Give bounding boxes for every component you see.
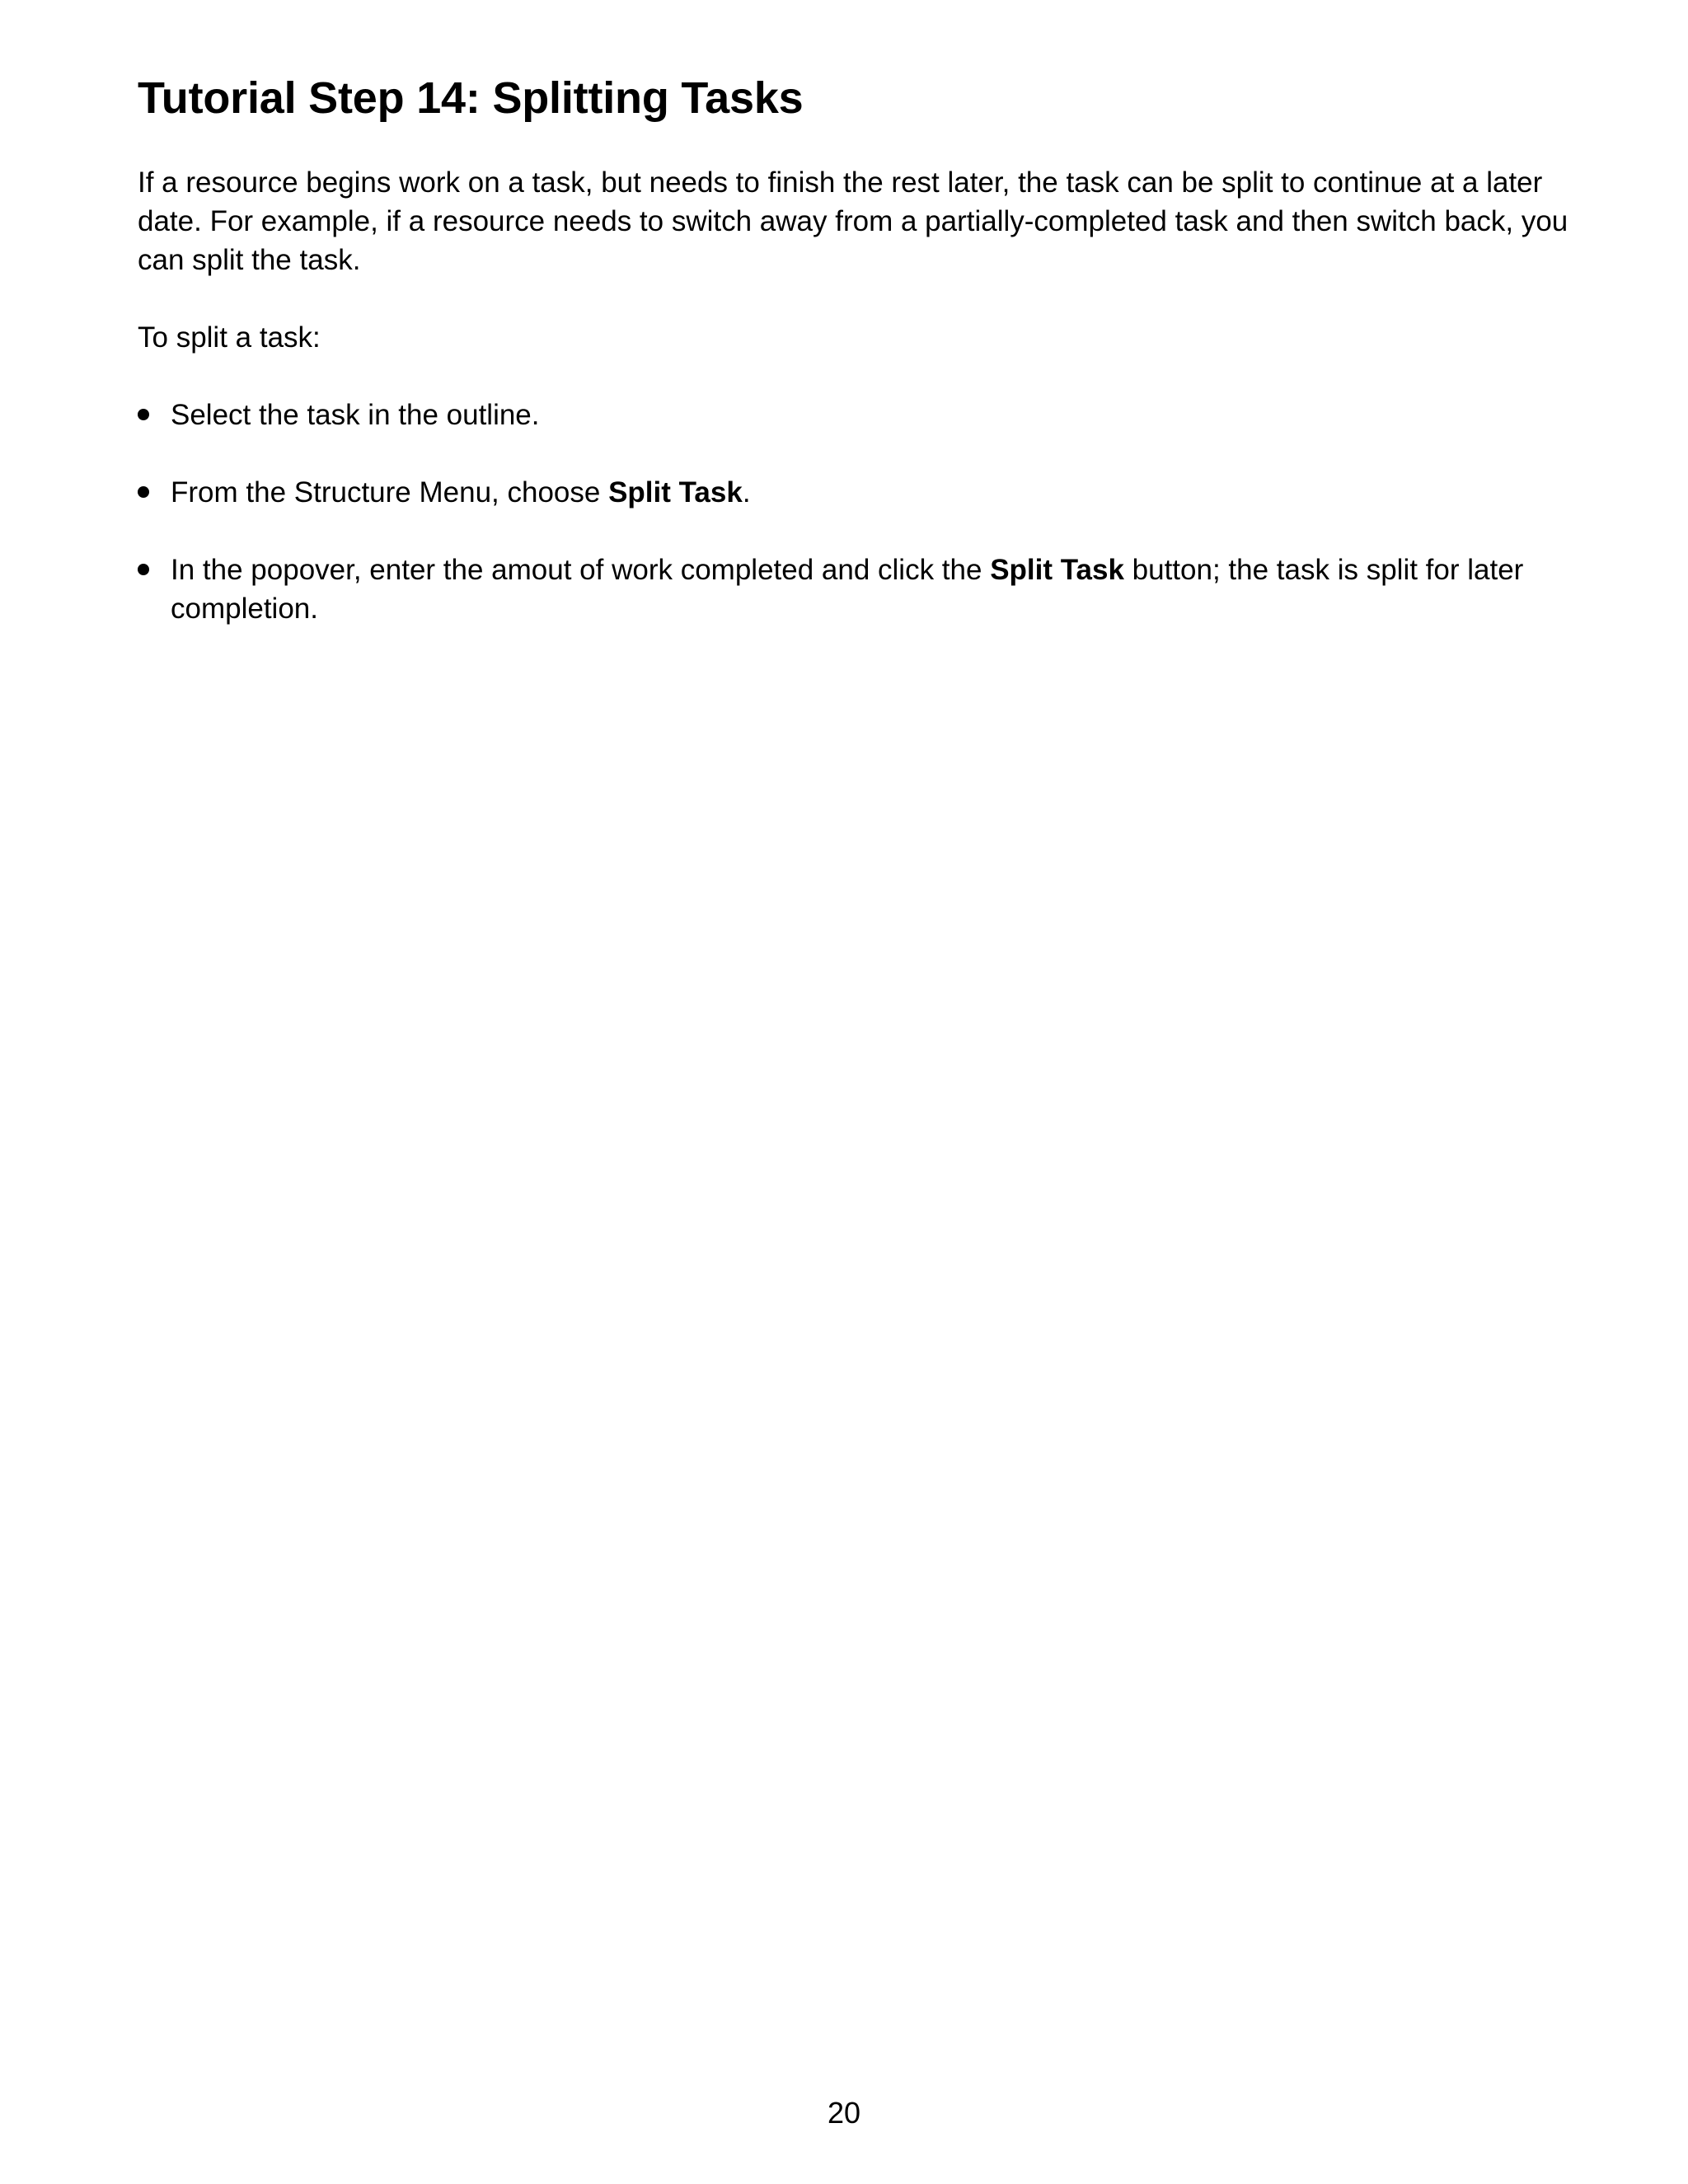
bullet-icon	[138, 564, 149, 575]
step-text-before: In the popover, enter the amout of work completed and click the	[171, 554, 991, 586]
step-bold-term: Split Task	[608, 476, 743, 509]
bullet-icon	[138, 486, 149, 498]
step-text-before: From the Structure Menu, choose	[171, 476, 609, 509]
step-bold-term: Split Task	[990, 554, 1124, 586]
intro-paragraph: If a resource begins work on a task, but needs to finish the rest later, the task can be split to continue at a later date. For example, if a resource needs to switch away from a partially-completed task and then switch back, you can split the task.	[138, 166, 1568, 276]
list-item	[138, 396, 1576, 434]
page-title: Tutorial Step 14: Splitting Tasks	[138, 73, 804, 123]
list-item	[138, 473, 1576, 512]
step-text-after: button; the task is split for later completion.	[171, 554, 1524, 625]
page-number: 20	[827, 2096, 861, 2130]
step-text-after: .	[742, 476, 751, 509]
lead-paragraph: To split a task:	[138, 321, 321, 354]
bullet-icon	[138, 409, 149, 420]
page-content	[138, 64, 1576, 667]
steps-list	[138, 396, 1576, 628]
step-text: Select the task in the outline.	[171, 399, 540, 431]
list-item	[138, 551, 1576, 628]
